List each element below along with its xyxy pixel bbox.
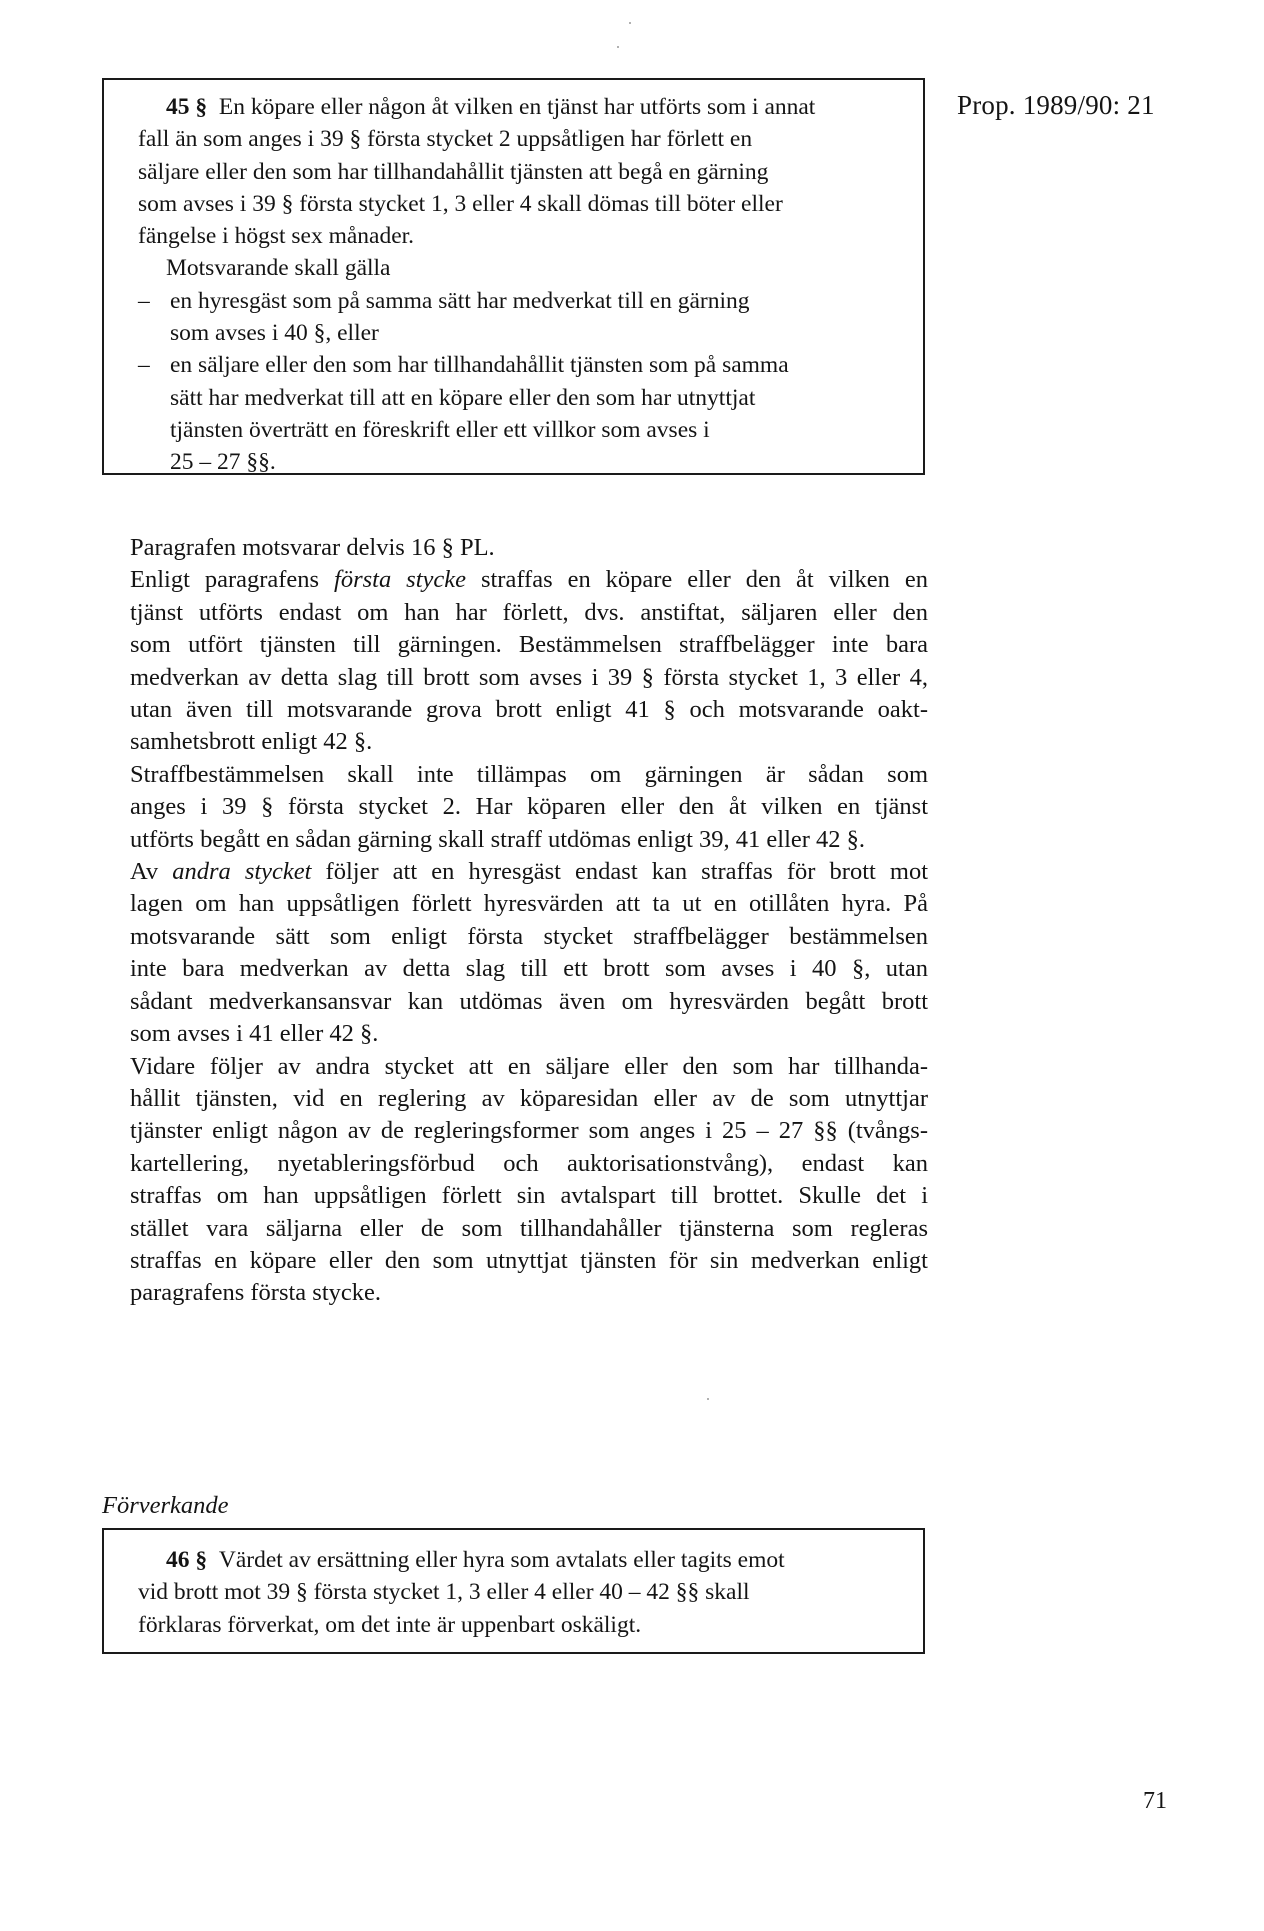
paragraph-line: motsvarande sätt som enligt första stycket straffbelägger bestämmelsen	[130, 922, 928, 950]
paragraph-5	[102, 1051, 928, 1310]
paragraph-line: anges i 39 § första stycket 2. Har köparen eller den åt vilken en tjänst	[130, 793, 928, 821]
list-item-line: en säljare eller den som har tillhandahållit tjänsten som på samma	[170, 352, 789, 379]
section-45-first-line	[138, 91, 897, 123]
section-heading: Förverkande	[102, 1492, 229, 1519]
section-46-line: vid brott mot 39 § första stycket 1, 3 eller 4 eller 40 – 42 §§ skall	[138, 1579, 750, 1606]
paragraph-line: paragrafens första stycke.	[130, 1279, 382, 1307]
paragraph-line: Straffbestämmelsen skall inte tillämpas om gärningen är sådan som	[130, 760, 928, 788]
section-45-line: säljare eller den som har tillhandahållit tjänsten att begå en gärning	[138, 158, 769, 185]
scan-speck	[629, 22, 631, 24]
paragraph-line: tjänst utförts endast om han har förlett, dvs. anstiftat, säljaren eller den	[130, 598, 928, 626]
paragraph-line: Paragrafen motsvarar delvis 16 § PL.	[130, 534, 495, 561]
paragraph-line: lagen om han uppsåtligen förlett hyresvärden att ta ut en otillåten hyra. På	[130, 890, 928, 918]
prop-reference: Prop. 1989/90: 21	[957, 90, 1155, 120]
list-item-line: 25 – 27 §§.	[170, 449, 276, 476]
section-45-intro: Motsvarande skall gälla	[166, 255, 391, 282]
section-45-line: fängelse i högst sex månader.	[138, 223, 415, 250]
paragraph-line: som avses i 41 eller 42 §.	[130, 1020, 379, 1048]
paragraph-2	[102, 564, 928, 758]
section-46-line: förklaras förverkat, om det inte är uppenbart oskäligt.	[138, 1611, 642, 1638]
section-45-list-item	[138, 349, 897, 478]
paragraph-line: hållit tjänsten, vid en reglering av köparesidan eller av de som utnyttjar	[130, 1084, 928, 1112]
paragraph-line: utförts begått en sådan gärning skall straff utdömas enligt 39, 41 eller 42 §.	[130, 825, 866, 853]
paragraph-3	[102, 759, 928, 856]
commentary	[102, 532, 928, 1310]
paragraph-line	[102, 856, 928, 888]
paragraph-line: tjänster enligt någon av de regleringsformer som anges i 25 – 27 §§ (tvångs-	[130, 1117, 928, 1145]
paragraph-4	[102, 856, 928, 1050]
paragraph-line: inte bara medverkan av detta slag till ett brott som avses i 40 §, utan	[130, 955, 928, 983]
section-45-line: En köpare eller någon åt vilken en tjänst har utförts som i annat	[218, 94, 816, 120]
paragraph-line: medverkan av detta slag till brott som avses i 39 § första stycket 1, 3 eller 4,	[130, 663, 928, 691]
paragraph-line: kartellering, nyetableringsförbud och auktorisationstvång), endast kan	[130, 1149, 928, 1177]
list-item-line: en hyresgäst som på samma sätt har medverkat till en gärning	[170, 287, 750, 314]
dash-marker: –	[138, 287, 150, 314]
paragraph-line: straffas om han uppsåtligen förlett sin avtalspart till brottet. Skulle det i	[130, 1182, 928, 1210]
section-46-box	[102, 1528, 925, 1654]
section-45-box	[102, 78, 925, 475]
section-45-line: som avses i 39 § första stycket 1, 3 eller 4 skall dömas till böter eller	[138, 190, 783, 217]
list-item-line: sätt har medverkat till att en köpare eller den som har utnyttjat	[170, 384, 756, 411]
section-46-number: 46 §	[166, 1547, 208, 1573]
list-item-line: som avses i 40 §, eller	[170, 320, 379, 347]
paragraph-line: som utfört tjänsten till gärningen. Bestämmelsen straffbelägger inte bara	[130, 631, 928, 659]
section-46-line: Värdet av ersättning eller hyra som avtalats eller tagits emot	[218, 1547, 785, 1573]
section-45-line: fall än som anges i 39 § första stycket 2 uppsåtligen har förlett en	[138, 126, 753, 153]
scan-speck	[617, 46, 619, 48]
dash-marker: –	[138, 352, 150, 379]
scan-speck	[707, 1398, 709, 1400]
text-run: Av	[130, 858, 173, 886]
paragraph-line	[102, 564, 928, 596]
paragraph-line: Vidare följer av andra stycket att en säljare eller den som har tillhanda-	[130, 1052, 928, 1080]
text-run: följer att en hyresgäst endast kan straffas för brott mot	[311, 858, 929, 886]
paragraph-line: sådant medverkansansvar kan utdömas även om hyresvärden begått brott	[130, 987, 928, 1015]
paragraph-line: samhetsbrott enligt 42 §.	[130, 728, 373, 756]
paragraph-line: stället vara säljarna eller de som tillhandahåller tjänsterna som regleras	[130, 1214, 928, 1242]
section-46-first-line	[138, 1544, 897, 1576]
list-item-line: tjänsten överträtt en föreskrift eller ett villkor som avses i	[170, 416, 710, 443]
emphasis: första stycke	[334, 566, 467, 594]
paragraph-line: straffas en köpare eller den som utnyttjat tjänsten för sin medverkan enligt	[130, 1246, 928, 1274]
paragraph-line: utan även till motsvarande grova brott enligt 41 § och motsvarande oakt-	[130, 696, 928, 724]
page-number: 71	[1143, 1788, 1167, 1814]
text-run: Enligt paragrafens	[130, 566, 335, 594]
paragraph-1	[102, 532, 928, 564]
section-45-number: 45 §	[166, 94, 208, 120]
text-run: straffas en köpare eller den åt vilken en	[466, 566, 928, 594]
section-45-list-item	[138, 285, 897, 350]
emphasis: andra stycket	[172, 858, 312, 886]
